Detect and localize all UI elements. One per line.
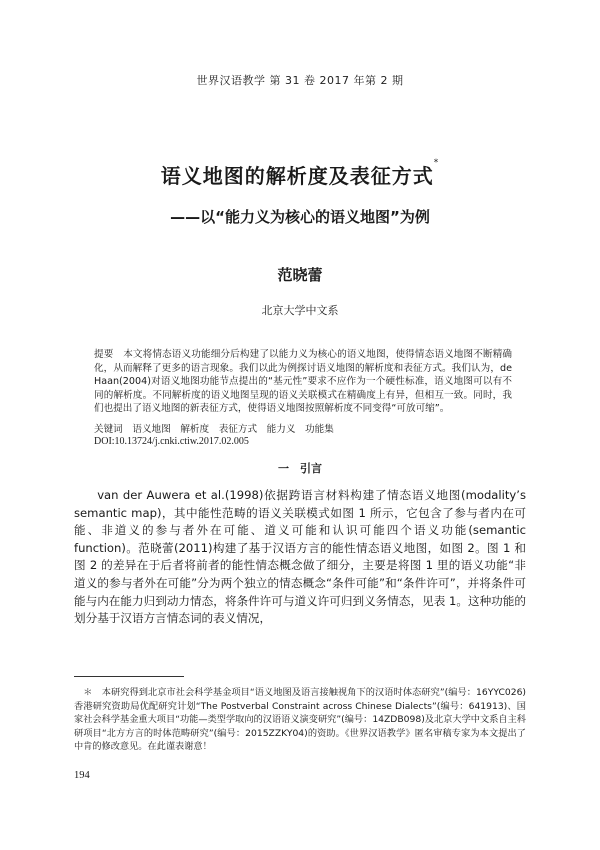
article-title-text: 语义地图的解析度及表征方式 (160, 164, 434, 188)
keywords-line (94, 421, 334, 435)
author-name: 范晓蕾 (277, 266, 323, 284)
footnote-marker: ＊ (83, 687, 93, 698)
footnote-text: 本研究得到北京市社会科学基金项目“语义地图及语言接触视角下的汉语时体态研究”(编号：16YYC026)香港研究资助局优配研究计划“The Postverbal Constraint across Chinese Dialects”(编号：641913)、国家社会科学基金重大项目“功能—类型学取向的汉语语义演变研究”(编号：14ZDB098)及北京大学中文系自主科研项目“北方方言的时体范畴研究”(编号：2015ZZKY04)的资助。《世界汉语教学》匿名审稿专家为本文提出了中肯的修改意见。在此谨表谢意！ (74, 687, 527, 753)
page-number: 194 (74, 770, 90, 781)
footnote (74, 686, 526, 754)
body-paragraph: van der Auwera et al.(1998)依据跨语言材料构建了情态语义地图(modality’s semantic map)，其中能性范畴的语义关联模式如图 1 所示，它包含了参与者内在可能、非道义的参与者外在可能、道义可能和认识可能四个语义功能(semantic function)。范晓蕾(2011)构建了基于汉语方言的能性情态语义地图，如图 2。图 1 和图 2 的差异在于后者将前者的能性情态概念做了细分，主要是将图 1 里的语义功能“非道义的参与者外在可能”分为两个独立的情态概念“条件可能”和“条件许可”，并将条件可能与内在能力归到动力情态，将条件许可与道义许可归到义务情态，见表 1。这种功能的划分基于汉语方言情态词的表义情况， (74, 488, 526, 626)
body-text (74, 487, 526, 628)
keywords-list: 语义地图 解析度 表征方式 能力义 功能集 (132, 424, 334, 435)
author-affiliation: 北京大学中文系 (261, 304, 339, 317)
abstract-text: 本文将情态语义功能细分后构建了以能力义为核心的语义地图，使得情态语义地图不断精确化，从而解释了更多的语言现象。我们以此为例探讨语义地图的解析度和表征方式。我们认为，de Haan(2004)对语义地图功能节点提出的“基元性”要求不应作为一个硬性标准，语义地图可以有不同的解析度。不同解析度的语义地图呈现的语义关联模式在精确度上有异，但相互一致。同时，我们也提出了语义地图的新表征方式，使得语义地图按照解析度不同变得“可放可缩”。 (94, 349, 513, 415)
keywords-label: 关键词 (94, 424, 123, 435)
running-head: 世界汉语教学 第 31 卷 2017 年第 2 期 (196, 74, 404, 87)
doi-line[interactable]: DOI:10.13724/j.cnki.ctiw.2017.02.005 (94, 436, 249, 447)
article-subtitle: ——以“能力义为核心的语义地图”为例 (170, 208, 430, 226)
article-title (0, 160, 600, 189)
title-footnote-mark[interactable]: * (433, 158, 440, 168)
abstract-label: 提要 (94, 349, 114, 360)
section-heading-introduction: 一 引言 (278, 462, 322, 475)
footnote-divider (74, 676, 184, 677)
abstract (94, 348, 512, 416)
